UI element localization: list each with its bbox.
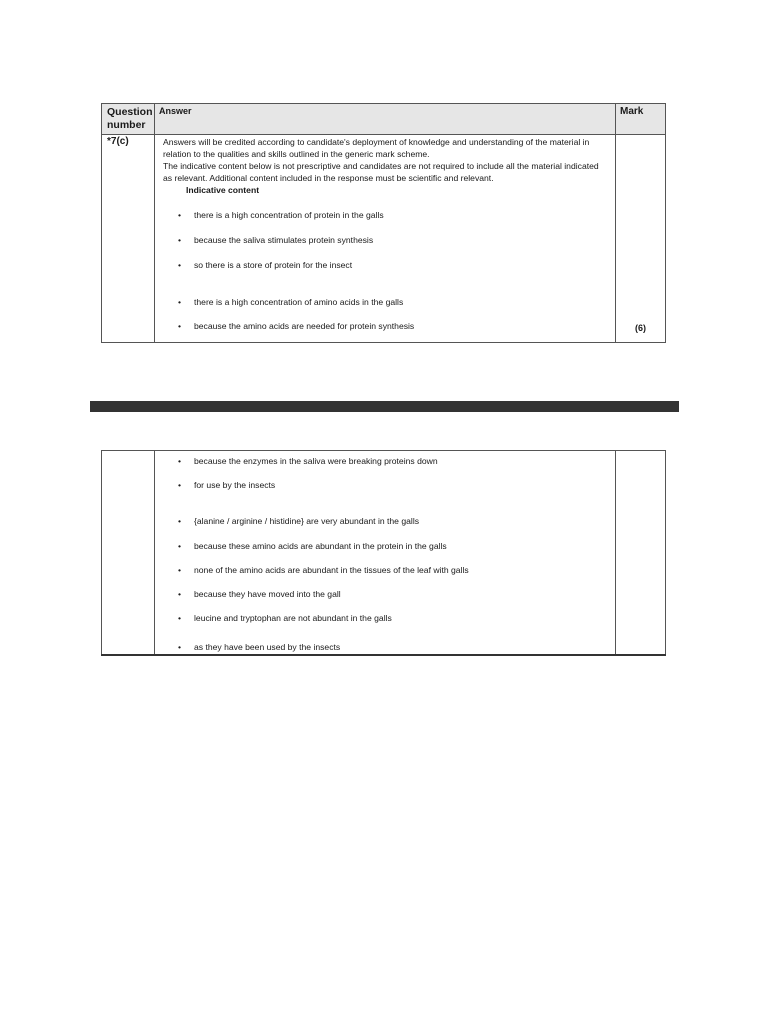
mark-cell — [616, 451, 666, 656]
list-item: • because they have moved into the gall — [163, 588, 607, 600]
mark-scheme-table — [101, 103, 666, 343]
answer-header: Answer — [155, 104, 616, 135]
mark-cell — [616, 135, 666, 343]
indicative-content-heading: Indicative content — [186, 185, 260, 195]
list-item: • there is a high concentration of protein in the galls — [163, 209, 607, 221]
list-item: • leucine and tryptophan are not abundant in the galls — [163, 612, 607, 624]
page-divider-band — [90, 401, 679, 412]
list-item: • because these amino acids are abundant in the protein in the galls — [163, 540, 607, 552]
list-item: • for use by the insects — [163, 479, 607, 491]
mark-value: (6) — [635, 323, 646, 333]
table-row — [102, 135, 666, 343]
table-header-row — [102, 104, 666, 135]
answer-cell — [155, 135, 616, 343]
intro-paragraph: The indicative content below is not prescriptive and candidates are not required to include all the material indicated as relevant. Additional content included in the response must be scientific and relevant. — [163, 161, 599, 183]
list-item: • because the enzymes in the saliva were breaking proteins down — [163, 455, 607, 467]
answer-intro — [163, 136, 607, 184]
intro-paragraph: Answers will be credited according to candidate's deployment of knowledge and understanding of the material in relation to the qualities and skills outlined in the generic mark scheme. — [163, 137, 590, 159]
list-item: • because the saliva stimulates protein synthesis — [163, 234, 607, 246]
indicative-content-list — [163, 455, 607, 653]
list-item: • as they have been used by the insects — [163, 641, 607, 653]
question-number-header: Question number — [102, 104, 155, 135]
list-item: • {alanine / arginine / histidine} are very abundant in the galls — [163, 515, 607, 527]
list-item: • because the amino acids are needed for protein synthesis — [163, 320, 607, 332]
indicative-content-list — [163, 209, 607, 332]
answer-cell — [155, 451, 616, 656]
mark-scheme-table-continued — [101, 450, 666, 656]
question-number: *7(c) — [102, 135, 155, 343]
table-row — [102, 451, 666, 656]
list-item: • there is a high concentration of amino acids in the galls — [163, 296, 607, 308]
list-item: • none of the amino acids are abundant in the tissues of the leaf with galls — [163, 564, 607, 576]
mark-header: Mark — [616, 104, 666, 135]
list-item: • so there is a store of protein for the insect — [163, 259, 607, 271]
question-number-cell — [102, 451, 155, 656]
